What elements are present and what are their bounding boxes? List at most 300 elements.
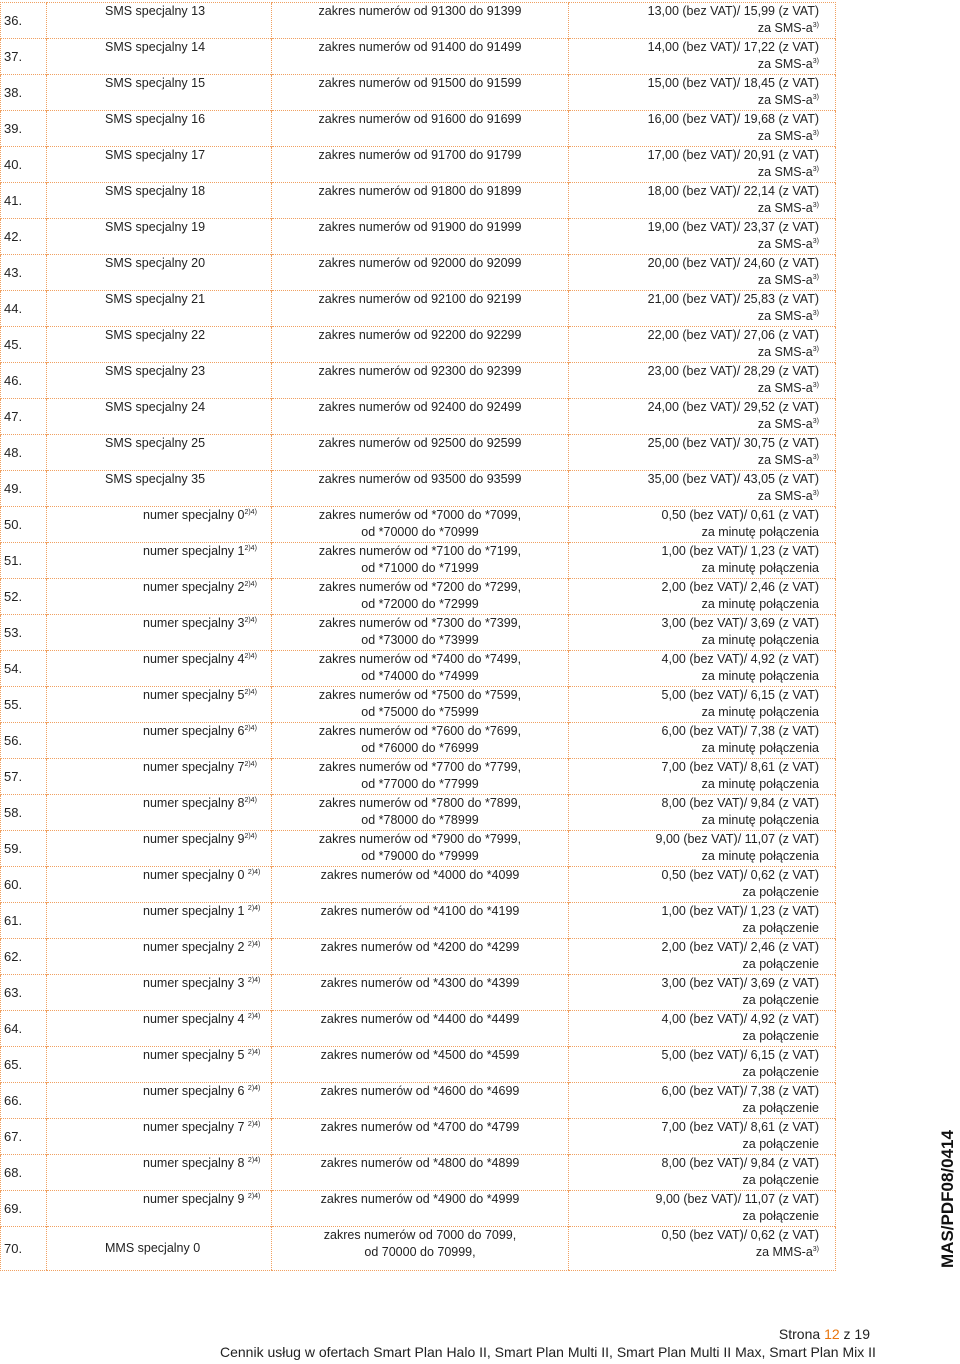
row-number [1,1191,47,1227]
price-cell [569,1227,836,1271]
service-name-cell [47,1083,272,1119]
number-range-cell [272,1191,569,1227]
table-row [1,507,836,543]
price-unit: za połączenie [742,1173,819,1187]
number-range-cell [272,507,569,543]
service-name: SMS specjalny 13 [105,4,206,18]
number-range-cell [272,795,569,831]
row-number-text: 44. [4,301,23,316]
page-separator: z [843,1326,851,1342]
service-name: numer specjalny 0 [143,508,245,522]
service-name-cell [47,1119,272,1155]
service-name: SMS specjalny 25 [105,436,206,450]
price-unit-line [569,344,819,361]
row-number [1,759,47,795]
price-footnote: 3) [812,166,819,173]
service-name-cell [47,1047,272,1083]
service-name-cell [47,615,272,651]
service-name: numer specjalny 9 [143,1192,248,1206]
price-value: 3,00 (bez VAT)/ 3,69 (z VAT) [661,976,819,990]
service-footnote: 2)4) [247,941,261,948]
price-cell [569,435,836,471]
price-unit-line [569,956,819,973]
row-number [1,723,47,759]
number-range-cell [272,471,569,507]
number-range: zakres numerów od 7000 do 7099, [323,1228,517,1242]
service-name-cell [47,1155,272,1191]
number-range: zakres numerów od *7800 do *7899, [318,796,522,810]
row-number-text: 47. [4,409,23,424]
price-value: 9,00 (bez VAT)/ 11,07 (z VAT) [655,832,819,846]
service-name-cell [47,435,272,471]
service-name-cell [47,111,272,147]
row-number-text: 61. [4,913,23,928]
price-value: 5,00 (bez VAT)/ 6,15 (z VAT) [661,688,819,702]
page-label: Strona [778,1326,821,1342]
price-footnote: 3) [812,490,819,497]
price-unit-line [569,488,819,505]
price-unit: za minutę połączenia [701,633,819,647]
price-value: 25,00 (bez VAT)/ 30,75 (z VAT) [647,436,819,450]
price-footnote: 3) [812,238,819,245]
row-number-text: 54. [4,661,23,676]
price-unit: za połączenie [742,885,819,899]
price-unit: za minutę połączenia [701,813,819,827]
number-range-continued [272,920,568,937]
row-number [1,3,47,39]
table-row [1,1155,836,1191]
number-range: zakres numerów od *4100 do *4199 [320,904,520,918]
price-cell [569,1047,836,1083]
number-range-continued: od *79000 do *79999 [361,849,479,863]
service-footnote: 2)4) [244,617,257,624]
price-unit: za połączenie [742,1209,819,1223]
number-range: zakres numerów od 92400 do 92499 [318,400,522,414]
number-range: zakres numerów od *4500 do *4599 [320,1048,520,1062]
price-unit-line [569,380,819,397]
row-number-text: 56. [4,733,23,748]
service-footnote: 2)4) [247,905,261,912]
row-number-text: 60. [4,877,23,892]
number-range: zakres numerów od *7700 do *7799, [318,760,522,774]
number-range: zakres numerów od 93500 do 93599 [318,472,522,486]
service-name-cell [47,255,272,291]
service-name: SMS specjalny 19 [105,220,206,234]
number-range-cell [272,651,569,687]
price-unit-line [569,524,819,541]
price-cell [569,507,836,543]
service-name: numer specjalny 2 [143,940,248,954]
price-value: 17,00 (bez VAT)/ 20,91 (z VAT) [647,148,819,162]
number-range-continued: od *72000 do *72999 [361,597,479,611]
price-unit-line [569,812,819,829]
service-name: numer specjalny 8 [143,796,245,810]
table-row [1,435,836,471]
number-range-continued: od *78000 do *78999 [361,813,479,827]
service-name-cell [47,939,272,975]
row-number-text: 36. [4,13,23,28]
service-name: SMS specjalny 14 [105,40,206,54]
service-name: SMS specjalny 15 [105,76,206,90]
price-unit-line [569,1100,819,1117]
service-name: SMS specjalny 21 [105,292,206,306]
row-number [1,183,47,219]
service-name-cell [47,759,272,795]
number-range: zakres numerów od *7200 do *7299, [318,580,522,594]
number-range-cell [272,687,569,723]
number-range: zakres numerów od 91800 do 91899 [318,184,522,198]
service-name: SMS specjalny 23 [105,364,206,378]
price-unit: za SMS-a [757,489,813,503]
service-footnote: 2)4) [244,689,257,696]
row-number [1,1227,47,1271]
price-value: 4,00 (bez VAT)/ 4,92 (z VAT) [661,1012,819,1026]
table-row [1,1047,836,1083]
price-unit: za SMS-a [757,165,813,179]
price-footnote: 3) [812,130,819,137]
service-name: numer specjalny 6 [143,724,245,738]
price-value: 0,50 (bez VAT)/ 0,62 (z VAT) [661,868,819,882]
number-range-cell [272,75,569,111]
price-cell [569,867,836,903]
row-number [1,399,47,435]
row-number [1,579,47,615]
price-unit: za połączenie [742,921,819,935]
service-name: numer specjalny 7 [143,760,245,774]
number-range: zakres numerów od *7400 do *7499, [318,652,522,666]
number-range: zakres numerów od *4000 do *4099 [320,868,520,882]
number-range-continued: od *77000 do *77999 [361,777,479,791]
number-range-continued [272,1136,568,1153]
service-footnote: 2)4) [244,797,257,804]
number-range-continued [272,200,568,217]
page-total: 19 [854,1326,870,1342]
service-name: numer specjalny 2 [143,580,245,594]
service-name-cell [47,291,272,327]
service-footnote: 2)4) [247,1013,261,1020]
service-name-cell [47,1011,272,1047]
price-footnote: 3) [812,346,819,353]
number-range-cell [272,723,569,759]
price-cell [569,471,836,507]
price-cell [569,255,836,291]
price-value: 20,00 (bez VAT)/ 24,60 (z VAT) [647,256,819,270]
table-row [1,615,836,651]
number-range: zakres numerów od *4200 do *4299 [320,940,520,954]
service-name: numer specjalny 8 [143,1156,248,1170]
price-cell [569,399,836,435]
number-range-cell [272,867,569,903]
row-number-text: 62. [4,949,23,964]
price-unit: za minutę połączenia [701,561,819,575]
number-range-continued [272,308,568,325]
number-range-continued: od *73000 do *73999 [361,633,479,647]
table-row [1,975,836,1011]
service-name: SMS specjalny 35 [105,472,206,486]
price-unit-line [569,740,819,757]
price-unit: za minutę połączenia [701,849,819,863]
table-row [1,867,836,903]
number-range-continued [272,380,568,397]
price-value: 23,00 (bez VAT)/ 28,29 (z VAT) [647,364,819,378]
table-row [1,75,836,111]
price-unit-line [569,1136,819,1153]
number-range-continued [272,344,568,361]
price-unit-line [569,92,819,109]
price-cell [569,579,836,615]
row-number-text: 55. [4,697,23,712]
number-range-continued [272,236,568,253]
number-range-continued: od *71000 do *71999 [361,561,479,575]
price-value: 3,00 (bez VAT)/ 3,69 (z VAT) [661,616,819,630]
price-unit-line [569,704,819,721]
price-value: 16,00 (bez VAT)/ 19,68 (z VAT) [647,112,819,126]
price-unit-line [569,1208,819,1225]
number-range-continued: od 70000 do 70999, [364,1245,476,1259]
row-number [1,507,47,543]
price-value: 0,50 (bez VAT)/ 0,62 (z VAT) [661,1228,819,1242]
number-range: zakres numerów od *4700 do *4799 [320,1120,520,1134]
price-cell [569,651,836,687]
service-footnote: 2)4) [247,1121,261,1128]
table-row [1,939,836,975]
price-cell [569,111,836,147]
row-number-text: 45. [4,337,23,352]
row-number-text: 42. [4,229,23,244]
price-cell [569,327,836,363]
price-unit: za MMS-a [755,1245,813,1259]
number-range-cell [272,975,569,1011]
price-unit: za połączenie [742,1101,819,1115]
price-value: 18,00 (bez VAT)/ 22,14 (z VAT) [647,184,819,198]
row-number-text: 63. [4,985,23,1000]
number-range-cell [272,939,569,975]
price-value: 5,00 (bez VAT)/ 6,15 (z VAT) [661,1048,819,1062]
price-value: 2,00 (bez VAT)/ 2,46 (z VAT) [661,940,819,954]
service-name-cell [47,831,272,867]
number-range: zakres numerów od *4900 do *4999 [320,1192,520,1206]
table-row [1,255,836,291]
row-number [1,471,47,507]
price-unit-line [569,632,819,649]
number-range-continued [272,1172,568,1189]
row-number [1,1011,47,1047]
table-row [1,903,836,939]
price-value: 8,00 (bez VAT)/ 9,84 (z VAT) [661,1156,819,1170]
price-footnote: 3) [812,382,819,389]
price-footnote: 3) [812,310,819,317]
number-range: zakres numerów od *4800 do *4899 [320,1156,520,1170]
service-name: numer specjalny 1 [143,544,245,558]
price-unit-line [569,884,819,901]
service-footnote: 2)4) [247,1157,261,1164]
number-range: zakres numerów od *7600 do *7699, [318,724,522,738]
table-row [1,1119,836,1155]
number-range: zakres numerów od 91500 do 91599 [318,76,522,90]
price-value: 1,00 (bez VAT)/ 1,23 (z VAT) [661,904,819,918]
service-name: SMS specjalny 16 [105,112,206,126]
price-unit: za SMS-a [757,273,813,287]
price-cell [569,363,836,399]
price-cell [569,1155,836,1191]
table-row [1,1191,836,1227]
price-unit: za połączenie [742,1029,819,1043]
price-unit: za SMS-a [757,381,813,395]
table-row [1,327,836,363]
row-number-text: 67. [4,1129,23,1144]
row-number-text: 40. [4,157,23,172]
row-number [1,327,47,363]
price-value: 15,00 (bez VAT)/ 18,45 (z VAT) [647,76,819,90]
price-unit: za połączenie [742,993,819,1007]
price-value: 14,00 (bez VAT)/ 17,22 (z VAT) [647,40,819,54]
price-value: 22,00 (bez VAT)/ 27,06 (z VAT) [647,328,819,342]
service-name-cell [47,39,272,75]
price-footnote: 3) [812,58,819,65]
service-name: numer specjalny 5 [143,688,245,702]
table-row [1,219,836,255]
service-name: SMS specjalny 22 [105,328,206,342]
price-unit-line [569,1028,819,1045]
service-name-cell [47,507,272,543]
price-footnote: 3) [812,274,819,281]
row-number-text: 68. [4,1165,23,1180]
service-name: SMS specjalny 24 [105,400,206,414]
number-range-continued [272,20,568,37]
service-name: numer specjalny 5 [143,1048,248,1062]
service-name-cell [47,219,272,255]
row-number-text: 59. [4,841,23,856]
row-number [1,39,47,75]
table-row [1,795,836,831]
row-number [1,1047,47,1083]
price-unit-line [569,128,819,145]
price-unit-line [569,560,819,577]
service-name: numer specjalny 6 [143,1084,248,1098]
price-unit-line [569,1244,819,1261]
service-footnote: 2)4) [244,761,257,768]
number-range-continued [272,92,568,109]
table-row [1,183,836,219]
table-row [1,651,836,687]
price-cell [569,219,836,255]
row-number [1,147,47,183]
service-name: SMS specjalny 17 [105,148,206,162]
table-row [1,723,836,759]
number-range-continued [272,992,568,1009]
table-row [1,687,836,723]
price-value: 19,00 (bez VAT)/ 23,37 (z VAT) [647,220,819,234]
price-unit-line [569,920,819,937]
service-name-cell [47,1191,272,1227]
service-name-cell [47,651,272,687]
price-unit: za minutę połączenia [701,777,819,791]
number-range-cell [272,327,569,363]
service-footnote: 2)4) [244,545,257,552]
service-name: numer specjalny 3 [143,616,245,630]
price-cell [569,939,836,975]
price-unit-line [569,848,819,865]
table-row [1,831,836,867]
price-footnote: 3) [812,202,819,209]
footer-title: Cennik usług w ofertach Smart Plan Halo II, Smart Plan Multi II, Smart Plan Multi II Max, Smart Plan Mix II [220,1344,876,1360]
price-value: 24,00 (bez VAT)/ 29,52 (z VAT) [647,400,819,414]
price-cell [569,687,836,723]
price-cell [569,795,836,831]
row-number [1,939,47,975]
price-value: 1,00 (bez VAT)/ 1,23 (z VAT) [661,544,819,558]
service-name-cell [47,795,272,831]
number-range-cell [272,1011,569,1047]
price-cell [569,3,836,39]
price-unit: za minutę połączenia [701,669,819,683]
price-unit-line [569,668,819,685]
price-unit-line [569,452,819,469]
service-name: numer specjalny 9 [143,832,245,846]
row-number-text: 66. [4,1093,23,1108]
number-range: zakres numerów od 91300 do 91399 [318,4,522,18]
price-unit-line [569,56,819,73]
number-range: zakres numerów od 92100 do 92199 [318,292,522,306]
price-cell [569,1191,836,1227]
price-footnote: 3) [812,1246,819,1253]
number-range: zakres numerów od 91700 do 91799 [318,148,522,162]
price-value: 6,00 (bez VAT)/ 7,38 (z VAT) [661,724,819,738]
row-number-text: 38. [4,85,23,100]
service-name: MMS specjalny 0 [105,1241,201,1255]
number-range-continued [272,128,568,145]
number-range-cell [272,759,569,795]
number-range: zakres numerów od *7100 do *7199, [318,544,522,558]
price-unit: za minutę połączenia [701,705,819,719]
number-range-continued [272,416,568,433]
number-range-continued [272,272,568,289]
number-range-cell [272,1155,569,1191]
service-name: numer specjalny 3 [143,976,248,990]
service-footnote: 2)4) [247,1049,261,1056]
price-unit: za SMS-a [757,453,813,467]
price-cell [569,903,836,939]
service-name-cell [47,543,272,579]
row-number-text: 37. [4,49,23,64]
price-unit-line [569,1172,819,1189]
number-range-continued [272,488,568,505]
price-value: 13,00 (bez VAT)/ 15,99 (z VAT) [647,4,819,18]
number-range: zakres numerów od *7500 do *7599, [318,688,522,702]
service-name: numer specjalny 0 [143,868,248,882]
table-row [1,291,836,327]
row-number-text: 51. [4,553,23,568]
number-range: zakres numerów od *7900 do *7999, [318,832,522,846]
table-row [1,1083,836,1119]
service-footnote: 2)4) [244,653,257,660]
price-unit-line [569,20,819,37]
row-number [1,867,47,903]
number-range: zakres numerów od 92500 do 92599 [318,436,522,450]
service-footnote: 2)4) [247,1085,261,1092]
price-unit: za SMS-a [757,201,813,215]
number-range-continued [272,884,568,901]
price-unit-line [569,200,819,217]
number-range-cell [272,615,569,651]
price-unit-line [569,272,819,289]
price-unit: za połączenie [742,1065,819,1079]
number-range-cell [272,39,569,75]
table-row [1,399,836,435]
price-cell [569,183,836,219]
number-range-cell [272,1227,569,1271]
price-unit: za SMS-a [757,21,813,35]
